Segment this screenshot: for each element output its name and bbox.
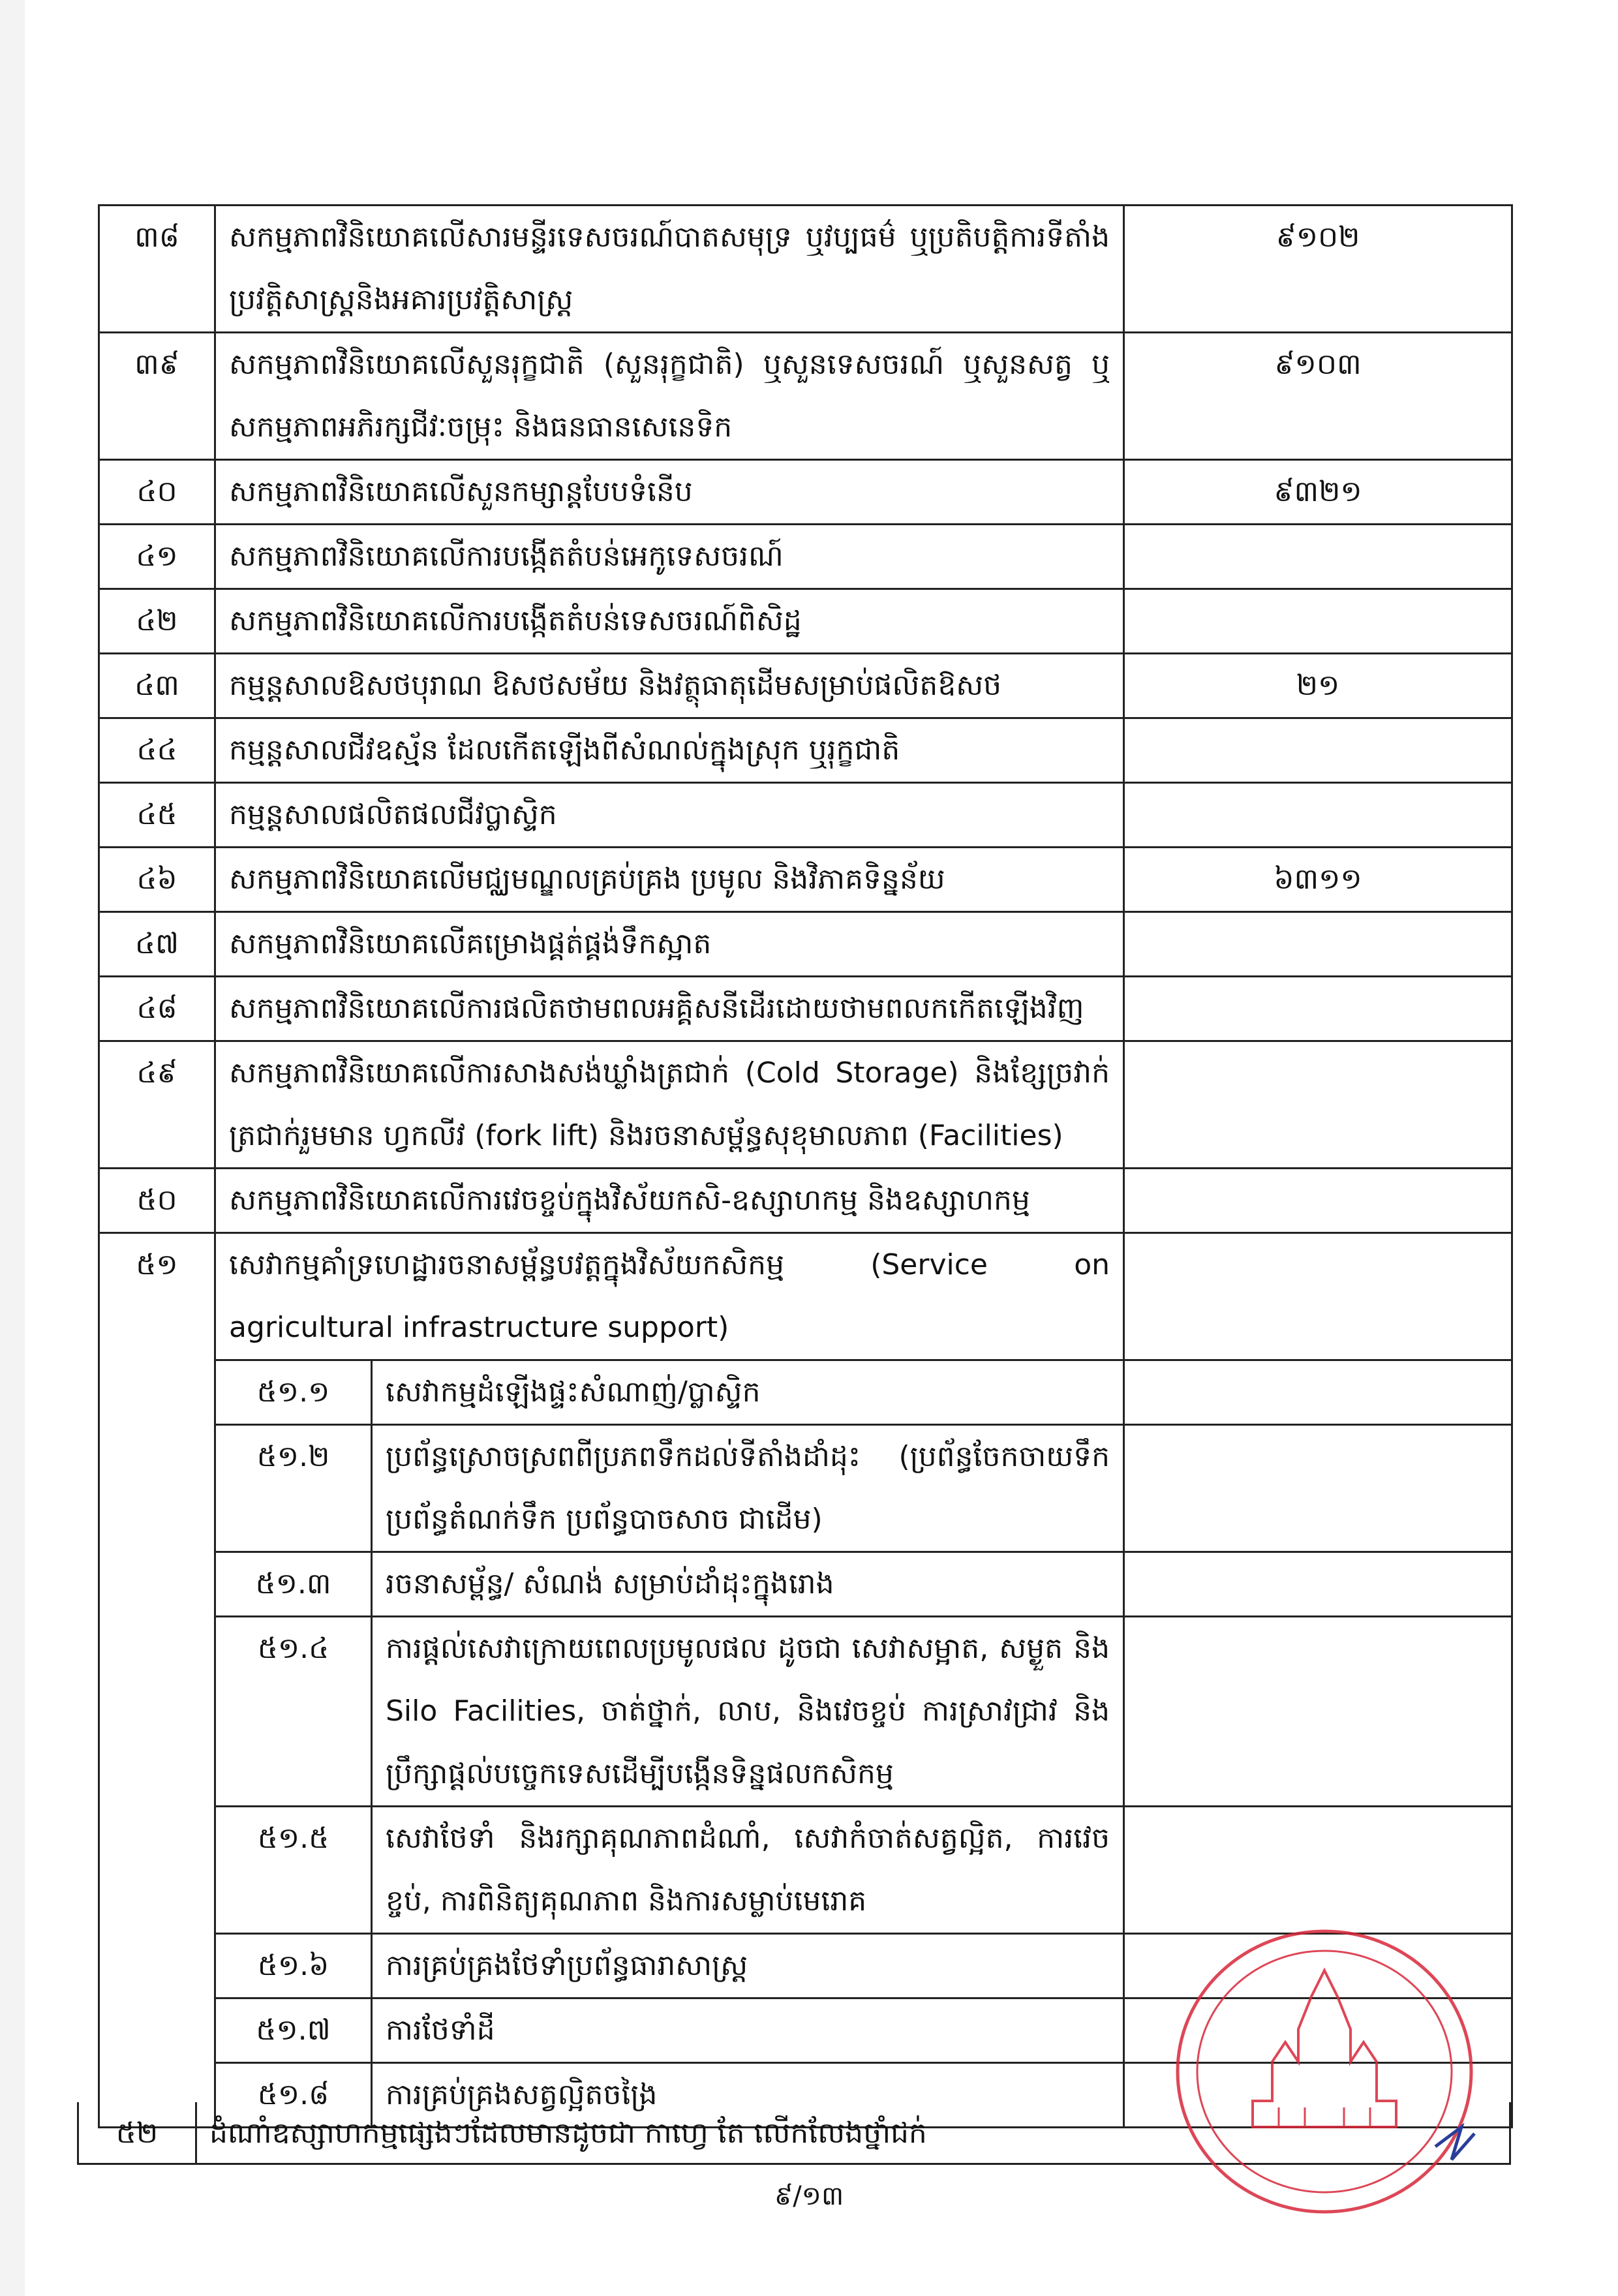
sub-row-number: ៥១.២ [215, 1425, 372, 1552]
sub-row-description: ប្រព័ន្ធស្រោចស្រពពីប្រភពទឹកដល់ទីតាំងដាំដុះ (ប្រព័ន្ធចែកចាយទឹក ប្រព័ន្ធតំណក់ទឹក ប្រព័ន្ធបាចសាច ជាដើម) [372, 1425, 1124, 1552]
row-description: កម្មន្តសាលជីវឧស្ម័ន ដែលកើតឡើងពីសំណល់ក្នុងស្រុក ឬរុក្ខជាតិ [215, 718, 1124, 783]
row-code: ២១ [1124, 654, 1512, 718]
row-code [1124, 1041, 1512, 1169]
row-description: សកម្មភាពវិនិយោគលើការសាងសង់ឃ្លាំងត្រជាក់ (Cold Storage) និងខ្សែច្រវាក់ត្រជាក់រួមមាន ហ្វកលីវ (fork lift) និងរចនាសម្ព័ន្ធសុខុមាលភាព (Facilities) [215, 1041, 1124, 1169]
sub-row-number: ៥១.៣ [215, 1552, 372, 1617]
row-number: ៣៩ [99, 333, 215, 460]
official-seal-icon [1155, 1912, 1494, 2225]
table-row [99, 589, 1512, 654]
sub-row [99, 1617, 1512, 1807]
row-description: សេវាកម្មគាំទ្រហេដ្ឋារចនាសម្ព័ន្ធបវត្តក្នុងវិស័យកសិកម្ម (Service on agricultural infrastructure support) [215, 1233, 1124, 1360]
row-code [1124, 1169, 1512, 1233]
row-number: ៤៨ [99, 977, 215, 1041]
activity-table [98, 204, 1513, 2128]
sub-row-number: ៥១.៥ [215, 1807, 372, 1934]
row-number: ៥១ [99, 1233, 215, 2128]
table-row [99, 977, 1512, 1041]
row-number: ៤៤ [99, 718, 215, 783]
table-row [99, 460, 1512, 525]
row-number: ៤៥ [99, 783, 215, 848]
page-edge [0, 0, 25, 2296]
row-number: ៣៨ [99, 206, 215, 333]
sub-row-number: ៥១.៤ [215, 1617, 372, 1807]
row-number: ៤១ [99, 525, 215, 589]
row-description: កម្មន្តសាលឱសថបុរាណ ឱសថសម័យ និងវត្ថុធាតុដើមសម្រាប់ផលិតឱសថ [215, 654, 1124, 718]
row-code [1124, 977, 1512, 1041]
row-number: ៤០ [99, 460, 215, 525]
row-number: ៥០ [99, 1169, 215, 1233]
sub-row-description: ការថែទាំដី [372, 1998, 1124, 2063]
row-number: ៤៣ [99, 654, 215, 718]
table-row [99, 718, 1512, 783]
row-number: ៤៩ [99, 1041, 215, 1169]
table-row [99, 848, 1512, 912]
table-row [99, 1233, 1512, 1360]
sub-row-description: សេវាថែទាំ និងរក្សាគុណភាពដំណាំ, សេវាកំចាត់សត្វល្អិត, ការវេចខ្ចប់, ការពិនិត្យគុណភាព និងការសម្លាប់មេរោគ [372, 1807, 1124, 1934]
row-code [1124, 718, 1512, 783]
row-code [1124, 912, 1512, 977]
sub-row-description: រចនាសម្ព័ន្ធ/ សំណង់ សម្រាប់ដាំដុះក្នុងរោង [372, 1552, 1124, 1617]
row-number: ៥២ [79, 2102, 197, 2163]
row-description: កម្មន្តសាលផលិតផលជីវប្លាស្ទិក [215, 783, 1124, 848]
row-code [1124, 1617, 1512, 1807]
row-description: សកម្មភាពវិនិយោគលើគម្រោងផ្គត់ផ្គង់ទឹកស្អាត [215, 912, 1124, 977]
sub-row-description: ការផ្តល់សេវាក្រោយពេលប្រមូលផល ដូចជា សេវាសម្អាត, សម្ងួត និង Silo Facilities, ចាត់ថ្នាក់, លាប, និងវេចខ្ចប់ ការស្រាវជ្រាវ និងប្រឹក្សាផ្តល់បច្ចេកទេសដើម្បីបង្កើនទិន្នផលកសិកម្ម [372, 1617, 1124, 1807]
row-number: ៤៦ [99, 848, 215, 912]
table-row [99, 333, 1512, 460]
table-row [99, 654, 1512, 718]
row-code: ៩១០៣ [1124, 333, 1512, 460]
row-code [1124, 1425, 1512, 1552]
row-code [1124, 589, 1512, 654]
row-code [1124, 1233, 1512, 1360]
table-row [99, 206, 1512, 333]
row-description: សកម្មភាពវិនិយោគលើសួនរុក្ខជាតិ (សួនរុក្ខជាតិ) ឬសួនទេសចរណ៍ ឬសួនសត្វ ឬសកម្មភាពអភិរក្សជីវៈចម្រុះ និងធនធានសេនេទិក [215, 333, 1124, 460]
row-description: សកម្មភាពវិនិយោគលើសារមន្ទីរទេសចរណ៍បាតសមុទ្រ ឬវប្បធម៌ ឬប្រតិបត្តិការទីតាំងប្រវត្តិសាស្ត្រនិងអគារប្រវត្តិសាស្ត្រ [215, 206, 1124, 333]
row-description: សកម្មភាពវិនិយោគលើមជ្ឈមណ្ឌលគ្រប់គ្រង ប្រមូល និងវិភាគទិន្នន័យ [215, 848, 1124, 912]
row-description: សកម្មភាពវិនិយោគលើការវេចខ្ចប់ក្នុងវិស័យកសិ-ឧស្សាហកម្ម និងឧស្សាហកម្ម [215, 1169, 1124, 1233]
row-number: ៤៧ [99, 912, 215, 977]
row-number: ៤២ [99, 589, 215, 654]
sub-row [99, 1552, 1512, 1617]
sub-row-description: ការគ្រប់គ្រងថែទាំប្រព័ន្ធធារាសាស្ត្រ [372, 1934, 1124, 1998]
table-row [99, 912, 1512, 977]
table-row [99, 525, 1512, 589]
sub-row-number: ៥១.៨ [215, 2063, 372, 2128]
page-number: ៩/១៣ [774, 2181, 844, 2211]
sub-row-number: ៥១.៦ [215, 1934, 372, 1998]
row-code: ៦៣១១ [1124, 848, 1512, 912]
table-row [99, 1041, 1512, 1169]
table-row [99, 783, 1512, 848]
sub-row-description: សេវាកម្មដំឡើងផ្ទះសំណាញ់/ប្លាស្ទិក [372, 1360, 1124, 1425]
sub-row-number: ៥១.៧ [215, 1998, 372, 2063]
row-code [1124, 783, 1512, 848]
table-row [99, 1169, 1512, 1233]
sub-row [99, 1425, 1512, 1552]
row-description: ដំណាំឧស្សាហកម្មផ្សេងៗដែលមានដូចជា កាហ្វេ តែ លើកលែងថ្នាំជក់ [209, 2117, 927, 2150]
sub-row-number: ៥១.១ [215, 1360, 372, 1425]
sub-row [99, 1360, 1512, 1425]
row-description: សកម្មភាពវិនិយោគលើសួនកម្សាន្តបែបទំនើប [215, 460, 1124, 525]
sub-row-description: ការគ្រប់គ្រងសត្វល្អិតចង្រៃ [372, 2063, 1124, 2128]
row-code: ៩១០២ [1124, 206, 1512, 333]
row-code [1124, 525, 1512, 589]
row-description: សកម្មភាពវិនិយោគលើការផលិតថាមពលអគ្គិសនីដើរដោយថាមពលកកើតឡើងវិញ [215, 977, 1124, 1041]
row-code: ៩៣២១ [1124, 460, 1512, 525]
row-code [1124, 1552, 1512, 1617]
row-description: សកម្មភាពវិនិយោគលើការបង្កើតតំបន់អេកូទេសចរណ៍ [215, 525, 1124, 589]
row-code [1124, 1360, 1512, 1425]
row-description: សកម្មភាពវិនិយោគលើការបង្កើតតំបន់ទេសចរណ៍ពិសិដ្ឋ [215, 589, 1124, 654]
